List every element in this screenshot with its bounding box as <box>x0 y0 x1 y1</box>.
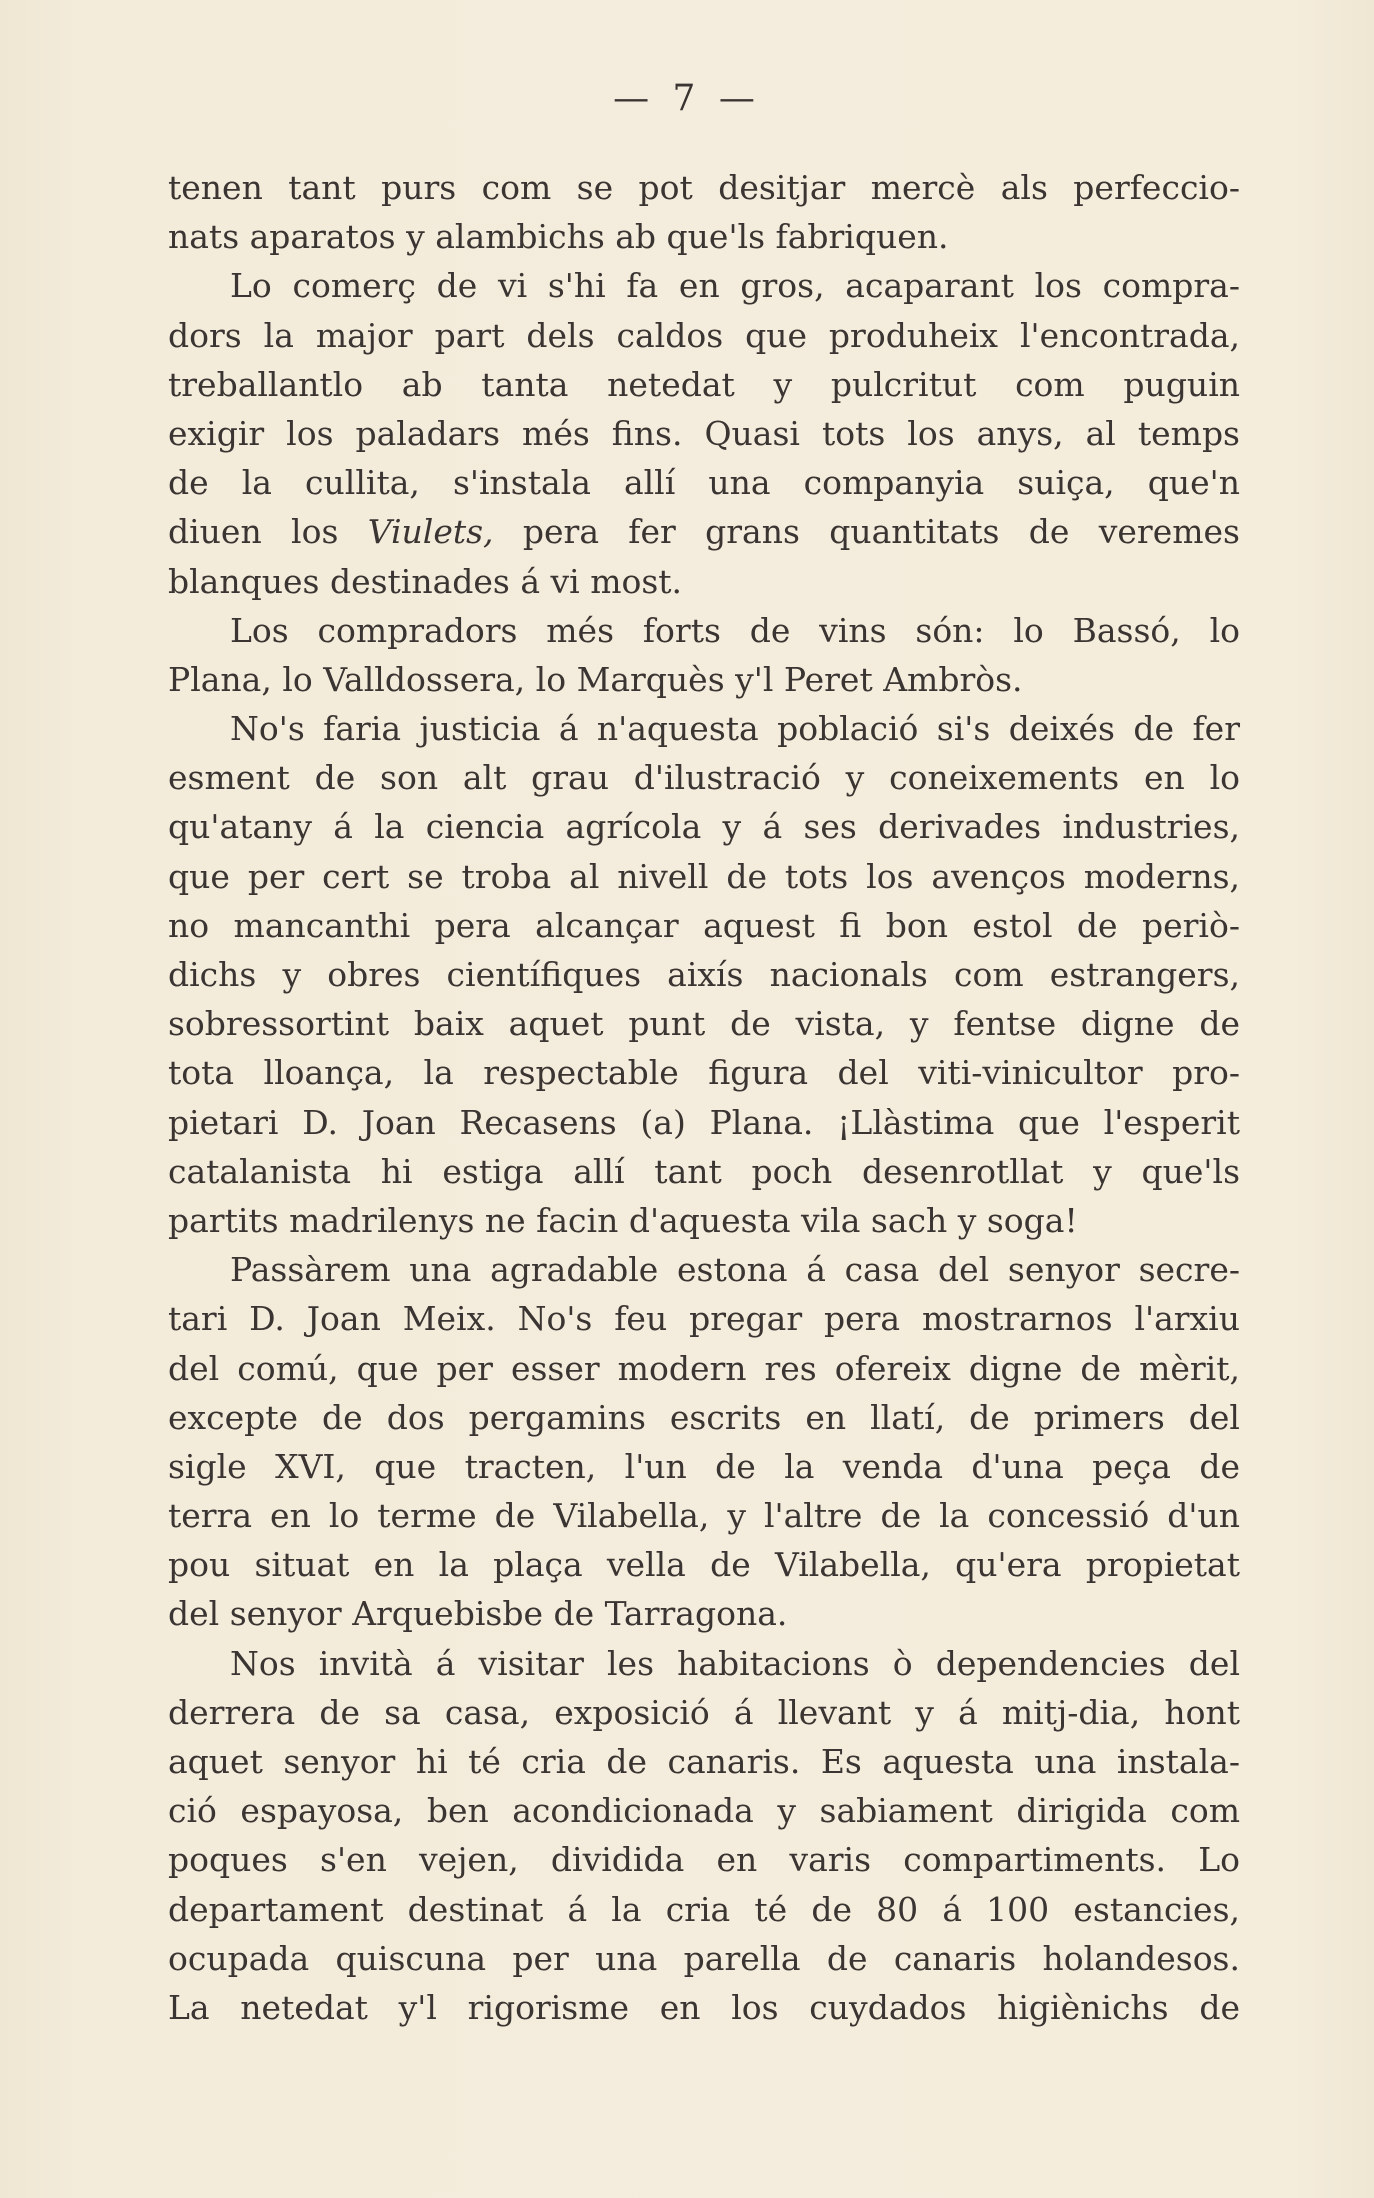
text-line: no mancanthi pera alcançar aquest fi bon estol de periò- <box>168 905 1240 945</box>
text-fragment: diuen los <box>168 512 339 552</box>
text-line: Plana, lo Valldossera, lo Marquès y'l Peret Ambròs. <box>168 659 1023 699</box>
text-line: Nos invità á visitar les habitacions ò dependencies del <box>230 1643 1240 1683</box>
text-line: poques s'en vejen, dividida en varis compartiments. Lo <box>168 1840 1240 1880</box>
text-line: sobressortint baix aquet punt de vista, y fentse digne de <box>168 1004 1240 1044</box>
text-line: ció espayosa, ben acondicionada y sabiament dirigida com <box>168 1791 1240 1831</box>
text-line: No's faria justicia á n'aquesta població si's deixés de fer <box>230 709 1240 749</box>
text-line: aquet senyor hi té cria de canaris. Es aquesta una instala- <box>168 1742 1240 1781</box>
text-line: terra en lo terme de Vilabella, y l'altre de la concessió d'un <box>168 1496 1240 1536</box>
text-line: pou situat en la plaça vella de Vilabella, qu'era propietat <box>168 1545 1240 1585</box>
text-line: tenen tant purs com se pot desitjar mercè als perfeccio- <box>168 168 1240 207</box>
text-line: del comú, que per esser modern res ofereix digne de mèrit, <box>168 1348 1240 1388</box>
body-text <box>168 163 1240 2032</box>
text-line: que per cert se troba al nivell de tots los avenços moderns, <box>168 856 1240 896</box>
text-line: dors la major part dels caldos que produheix l'encontrada, <box>168 315 1240 355</box>
text-line: tari D. Joan Meix. No's feu pregar pera mostrarnos l'arxiu <box>168 1299 1240 1339</box>
text-line: pietari D. Joan Recasens (a) Plana. ¡Llàstima que l'esperit <box>168 1102 1240 1142</box>
text-line: partits madrilenys ne facin d'aquesta vila sach y soga! <box>168 1200 1078 1240</box>
text-line: departament destinat á la cria té de 80 á 100 estancies, <box>168 1889 1240 1929</box>
text-line: sigle XVI, que tracten, l'un de la venda d'una peça de <box>168 1446 1240 1486</box>
text-line: Los compradors més forts de vins són: lo Bassó, lo <box>230 610 1240 650</box>
text-line: qu'atany á la ciencia agrícola y á ses derivades industries, <box>168 807 1240 847</box>
text-line: del senyor Arquebisbe de Tarragona. <box>168 1594 788 1634</box>
text-line: exigir los paladars més fins. Quasi tots los anys, al temps <box>168 413 1240 453</box>
text-line: esment de son alt grau d'ilustració y coneixements en lo <box>168 758 1240 798</box>
text-line: La netedat y'l rigorisme en los cuydados higiènichs de <box>168 1987 1240 2027</box>
text-line: ocupada quiscuna per una parella de canaris holandesos. <box>168 1938 1240 1978</box>
text-line: excepte de dos pergamins escrits en llatí, de primers del <box>168 1397 1240 1437</box>
text-line: derrera de sa casa, exposició á llevant y á mitj-dia, hont <box>168 1692 1240 1732</box>
text-line: de la cullita, s'instala allí una companyia suiça, que'n <box>168 463 1240 503</box>
page-number: — 7 — <box>613 78 761 119</box>
text-line: catalanista hi estiga allí tant poch desenrotllat y que'ls <box>168 1151 1240 1191</box>
text-line-mixed <box>168 507 1240 556</box>
text-line: Lo comerç de vi s'hi fa en gros, acaparant los compra- <box>230 266 1240 306</box>
text-line: blanques destinades á vi most. <box>168 561 683 601</box>
text-line: nats aparatos y alambichs ab que'ls fabriquen. <box>168 217 949 257</box>
italic-term: Viulets, <box>367 512 494 552</box>
text-line: treballantlo ab tanta netedat y pulcritut com puguin <box>168 364 1240 404</box>
text-fragment: pera fer grans quantitats de veremes <box>522 512 1240 552</box>
text-line: Passàrem una agradable estona á casa del senyor secre- <box>230 1250 1240 1290</box>
text-line: tota lloança, la respectable figura del viti-vinicultor pro- <box>168 1053 1240 1093</box>
text-line: dichs y obres científiques aixís nacionals com estrangers, <box>168 955 1240 994</box>
